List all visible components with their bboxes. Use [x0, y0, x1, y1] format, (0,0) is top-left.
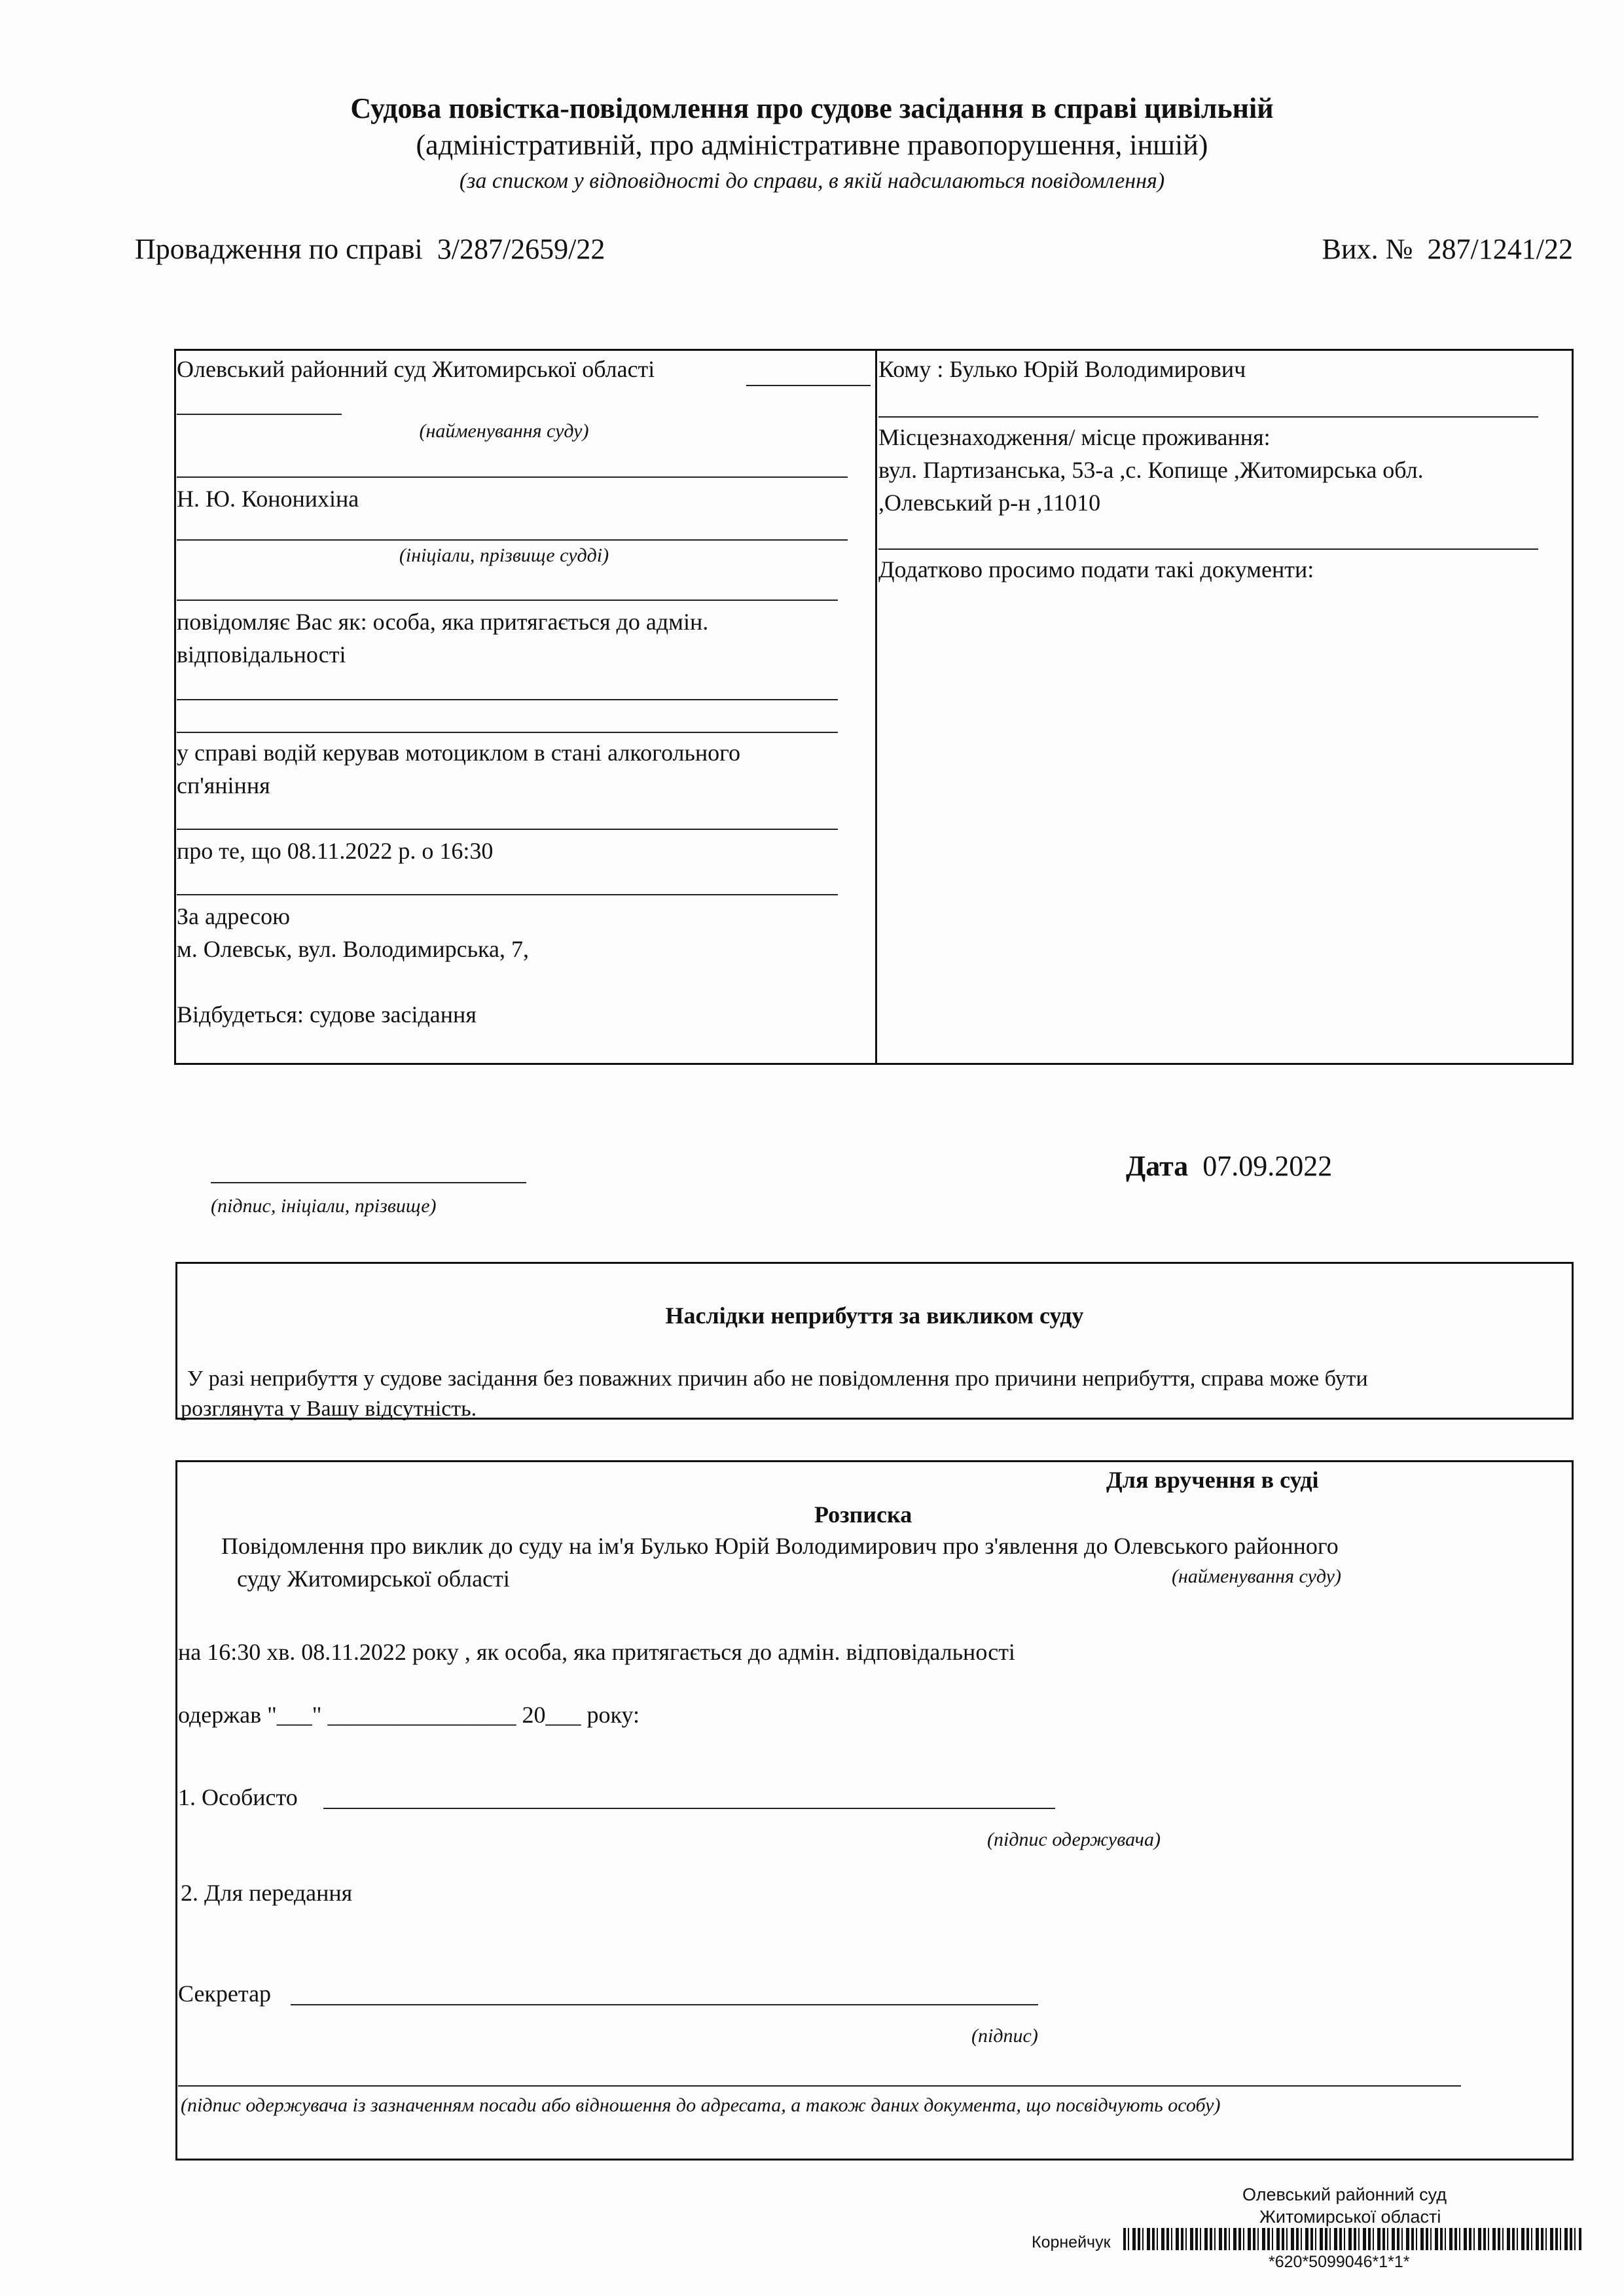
- receipt-line2: суду Житомирської області: [237, 1566, 510, 1592]
- recipient-underline: [878, 416, 1538, 418]
- location-line1: вул. Партизанська, 53-а ,с. Копище ,Житомирська обл.: [878, 457, 1424, 483]
- outgoing-number-line: [1322, 232, 1573, 266]
- signature-caption: (підпис, ініціали, прізвище): [211, 1195, 437, 1217]
- receipt-title: Розписка: [814, 1501, 912, 1528]
- receipt-time-line: на 16:30 хв. 08.11.2022 року , як особа, яка притягається до адмін. відповідальності: [178, 1639, 1015, 1665]
- hearing-datetime: про те, що 08.11.2022 р. о 16:30: [177, 838, 494, 864]
- date-value: 07.09.2022: [1202, 1150, 1333, 1182]
- outgoing-label: Вих. №: [1322, 233, 1413, 265]
- consequences-text-line1: У разі неприбуття у судове засідання без поважних причин або не повідомлення про причини неприбуття, справа може бути: [187, 1367, 1368, 1391]
- signature-line: [211, 1182, 526, 1183]
- consequences-title: Наслідки неприбуття за викликом суду: [665, 1302, 1084, 1329]
- document-title: Судова повістка-повідомлення про судове засідання в справі цивільній: [350, 92, 1274, 124]
- receipt-court-caption: (найменування суду): [1172, 1566, 1341, 1587]
- court-name-underline: [746, 385, 871, 386]
- notifies-underline: [177, 699, 838, 700]
- bottom-caption: (підпис одержувача із зазначенням посади або відношення до адресата, а також даних документа, що посвідчують особу): [181, 2094, 1221, 2116]
- hearing-address: м. Олевськ, вул. Володимирська, 7,: [177, 936, 529, 962]
- stamp-court-line2: Житомирської області: [1259, 2207, 1441, 2227]
- judge-caption-line: [177, 600, 838, 601]
- court-caption-line: [177, 476, 848, 478]
- event-type: Відбудеться: судове засідання: [177, 1001, 477, 1028]
- recipient: Кому : Булько Юрій Володимирович: [878, 356, 1246, 382]
- notifies-as-line1: повідомляє Вас як: особа, яка притягається до адмін.: [177, 609, 709, 635]
- notifies-underline-2: [177, 732, 838, 733]
- address-label: За адресою: [177, 903, 291, 929]
- stamp-court-line1: Олевський районний суд: [1242, 2185, 1447, 2204]
- summons-box-divider: [875, 349, 877, 1065]
- document-subtitle: (адміністративній, про адміністративне правопорушення, іншій): [416, 129, 1208, 161]
- judge-name: Н. Ю. Кононихіна: [177, 486, 359, 512]
- personally-signature-line[interactable]: [323, 1808, 1055, 1809]
- received-date-line: одержав "___" ________________ 20___ року:: [178, 1702, 640, 1728]
- datetime-underline: [177, 894, 838, 895]
- case-number-line: [135, 232, 605, 266]
- date-line: [1126, 1149, 1332, 1183]
- secretary-sign-caption: (підпис): [971, 2025, 1038, 2047]
- receipt-line1: Повідомлення про виклик до суду на ім'я Булько Юрій Володимирович про з'явлення до Олевського районного: [221, 1533, 1339, 1559]
- personally-label: 1. Особисто: [178, 1784, 298, 1810]
- clerk-name: Корнейчук: [1032, 2233, 1111, 2251]
- matter-line2: сп'яніння: [177, 772, 270, 798]
- location-underline: [878, 548, 1538, 550]
- judge-underline: [177, 539, 848, 541]
- case-label: Провадження по справі: [135, 233, 423, 265]
- consequences-text-line2: розглянута у Вашу відсутність.: [181, 1397, 477, 1421]
- document-note: (за списком у відповідності до справи, в якій надсилаються повідомлення): [459, 169, 1165, 193]
- notifies-as-line2: відповідальності: [177, 641, 346, 668]
- barcode-icon: [1123, 2228, 1581, 2250]
- matter-underline: [177, 829, 838, 830]
- matter-line1: у справі водій керував мотоциклом в стані алкогольного: [177, 740, 740, 766]
- location-line2: ,Олевський р-н ,11010: [878, 490, 1101, 516]
- documents-label: Додатково просимо подати такі документи:: [878, 556, 1314, 583]
- bottom-signature-line[interactable]: [178, 2085, 1461, 2087]
- recipient-signature-caption: (підпис одержувача): [987, 1829, 1161, 1850]
- barcode-code: *620*5099046*1*1*: [1269, 2253, 1410, 2271]
- court-caption: (найменування суду): [419, 420, 589, 442]
- transfer-label: 2. Для передання: [181, 1880, 353, 1906]
- date-label: Дата: [1126, 1150, 1189, 1182]
- secretary-signature-line[interactable]: [291, 2004, 1038, 2005]
- outgoing-number: 287/1241/22: [1427, 233, 1573, 265]
- court-name: Олевський районний суд Житомирської області: [177, 356, 655, 382]
- for-court-label: Для вручення в суді: [1106, 1467, 1319, 1493]
- court-name-underline-2: [177, 414, 342, 415]
- secretary-label: Секретар: [178, 1981, 272, 2007]
- location-label: Місцезнаходження/ місце проживання:: [878, 424, 1271, 450]
- case-number: 3/287/2659/22: [437, 233, 605, 265]
- judge-caption: (ініціали, прізвище судді): [399, 545, 609, 566]
